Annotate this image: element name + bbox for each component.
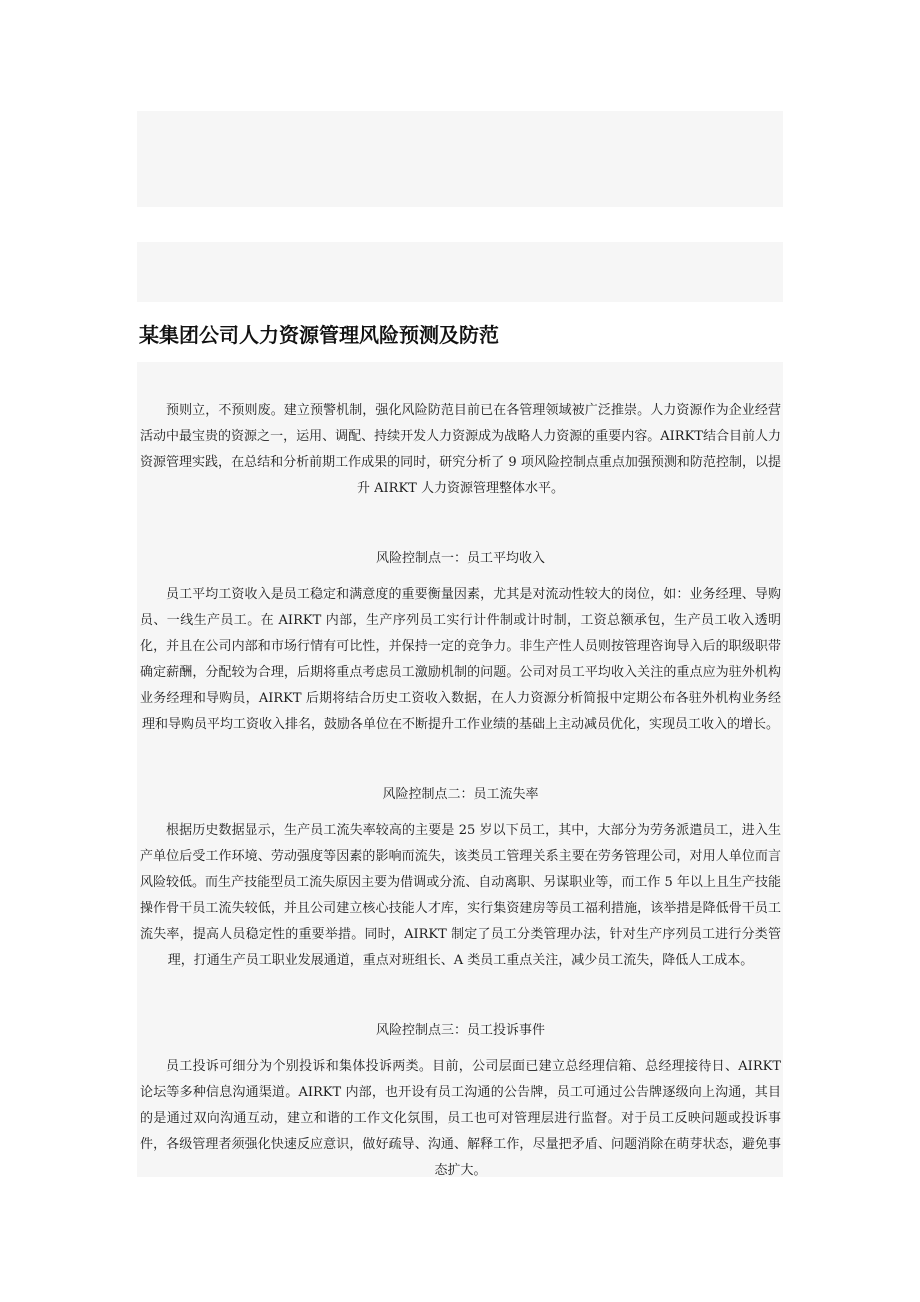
section-body-2: 根据历史数据显示，生产员工流失率较高的主要是 25 岁以下员工，其中，大部分为劳务派遣员工，进入生产单位后受工作环境、劳动强度等因素的影响而流失，该类员工管理关系主要在劳务管理公司，对用人单位而言风险较低。而生产技能型员工流失原因主要为借调或分流、自动离职、另谋职业等，而工作 5 年以上且生产技能操作骨干员工流失较低，并且公司建立核心技能人才库，实行集资建房等员工福利措施，该举措是降低骨干员工流失率，提高人员稳定性的重要举措。同时，AIRKT 制定了员工分类管理办法，针对生产序列员工进行分类管理，打通生产员工职业发展通道，重点对班组长、A 类员工重点关注，减少员工流失，降低人工成本。 — [140, 823, 781, 968]
section-body-3: 员工投诉可细分为个别投诉和集体投诉两类。目前，公司层面已建立总经理信箱、总经理接待日、AIRKT 论坛等多种信息沟通渠道。AIRKT 内部，也开设有员工沟通的公告牌，员工可通过公告牌逐级向上沟通，其目的是通过双向沟通互动，建立和谐的工作文化氛围，员工也可对管理层进行监督。对于员工反映问题或投诉事件，各级管理者须强化快速反应意识，做好疏导、沟通、解释工作，尽量把矛盾、问题消除在萌芽状态，避免事态扩大。 — [140, 1059, 781, 1177]
section-body-1: 员工平均工资收入是员工稳定和满意度的重要衡量因素，尤其是对流动性较大的岗位，如：业务经理、导购员、一线生产员工。在 AIRKT 内部，生产序列员工实行计件制或计时制，工资总额承包，生产员工收入透明化，并且在公司内部和市场行情有可比性，并保持一定的竞争力。非生产性人员则按管理咨询导入后的职级职带确定薪酬，分配较为合理，后期将重点考虑员工激励机制的问题。公司对员工平均收入关注的重点应为驻外机构业务经理和导购员，AIRKT 后期将结合历史工资收入数据，在人力资源分析简报中定期公布各驻外机构业务经理和导购员平均工资收入排名，鼓励各单位在不断提升工作业绩的基础上主动减员优化，实现员工收入的增长。 — [140, 587, 781, 732]
page-title: 某集团公司人力资源管理风险预测及防范 — [139, 323, 499, 347]
section-heading-2: 风险控制点二：员工流失率 — [382, 787, 539, 802]
section-heading-3: 风险控制点三：员工投诉事件 — [375, 1023, 545, 1038]
secondary-banner-placeholder — [137, 242, 783, 302]
section-heading-1: 风险控制点一：员工平均收入 — [375, 551, 545, 566]
article-body — [137, 362, 783, 1177]
intro-paragraph: 预则立，不预则废。建立预警机制，强化风险防范目前已在各管理领域被广泛推崇。人力资源作为企业经营活动中最宝贵的资源之一，运用、调配、持续开发人力资源成为战略人力资源的重要内容。AIRKT结合目前人力资源管理实践，在总结和分析前期工作成果的同时，研究分析了 9 项风险控制点重点加强预测和防范控制，以提升 AIRKT 人力资源管理整体水平。 — [140, 403, 781, 496]
top-banner-placeholder — [137, 111, 783, 207]
